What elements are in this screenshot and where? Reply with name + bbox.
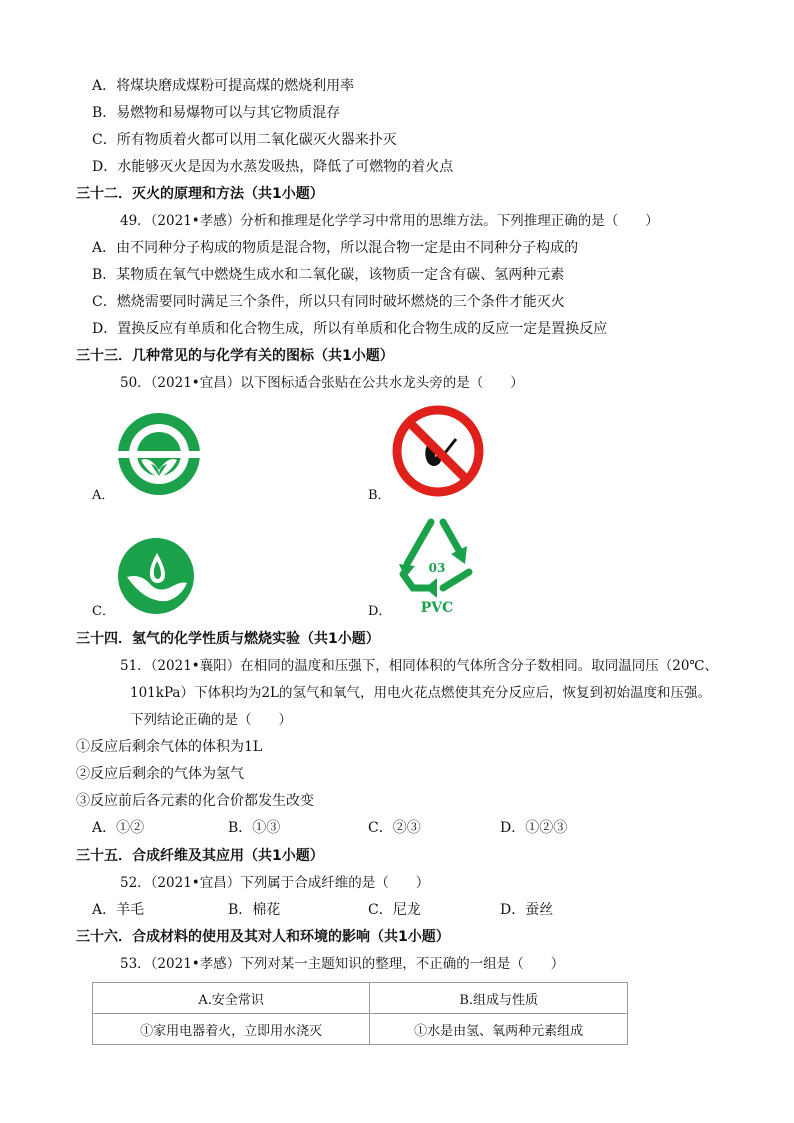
- option-c: C．燃烧需要同时满足三个条件，所以只有同时破坏燃烧的三个条件才能灭火: [92, 294, 565, 310]
- pvc-recycling-symbol-icon: [393, 516, 481, 616]
- option-b: B．易燃物和易爆物可以与其它物质混存: [92, 105, 341, 121]
- question-text: 49．（2021•孝感）分析和推理是化学学习中常用的思维方法。下列推理正确的是（ ）: [120, 213, 659, 229]
- option-a: A．将煤块磨成煤粉可提高煤的燃烧利用率: [92, 78, 355, 94]
- pvc-number: 03: [428, 561, 446, 575]
- question-text: 53．（2021•孝感）下列对某一主题知识的整理，不正确的一组是（ ）: [120, 956, 565, 972]
- option-a: A．由不同种分子构成的物质是混合物，所以混合物一定是由不同种分子构成的: [92, 240, 579, 256]
- table-header-cell: B.组成与性质: [370, 983, 628, 1014]
- statement: ③反应前后各元素的化合价都发生改变: [76, 793, 314, 809]
- option-label: D．: [368, 604, 392, 619]
- option-b: B．棉花: [228, 902, 281, 918]
- question-text: 50．（2021•宜昌）以下图标适合张贴在公共水龙头旁的是（ ）: [120, 375, 524, 391]
- section-heading: 三十三．几种常见的与化学有关的图标（共1小题）: [76, 348, 394, 364]
- option-label: B．: [368, 488, 391, 503]
- option-c: C．尼龙: [368, 902, 421, 918]
- option-d: D．①②③: [500, 820, 568, 836]
- table-cell: ①家用电器着火，立即用水浇灭: [93, 1014, 370, 1045]
- option-b: B．某物质在氧气中燃烧生成水和二氧化碳，该物质一定含有碳、氢两种元素: [92, 267, 565, 283]
- green-food-logo-icon: [117, 412, 201, 496]
- knowledge-table: [92, 982, 628, 1045]
- option-label: A．: [92, 488, 115, 503]
- question-text: 51．（2021•襄阳）在相同的温度和压强下，相同体积的气体所含分子数相同。取同温同压（20℃、: [120, 658, 719, 674]
- option-label: C．: [92, 604, 115, 619]
- table-header-row: [93, 983, 628, 1014]
- option-c: C．②③: [368, 820, 421, 836]
- pvc-label: PVC: [420, 600, 454, 616]
- question-text: 101kPa）下体积均为2L的氢气和氧气，用电火花点燃使其充分反应后，恢复到初始温度和压强。: [130, 685, 712, 701]
- question-text: 52．（2021•宜昌）下列属于合成纤维的是（ ）: [120, 875, 430, 891]
- question-text: 下列结论正确的是（ ）: [130, 712, 292, 728]
- option-a: A．羊毛: [92, 902, 145, 918]
- table-cell: ①水是由氢、氧两种元素组成: [370, 1014, 628, 1045]
- option-b: B．①③: [228, 820, 281, 836]
- statement: ①反应后剩余气体的体积为1L: [76, 739, 263, 755]
- table-header-cell: A.安全常识: [93, 983, 370, 1014]
- section-heading: 三十四．氢气的化学性质与燃烧实验（共1小题）: [76, 631, 380, 647]
- section-heading: 三十五．合成纤维及其应用（共1小题）: [76, 848, 324, 864]
- no-open-flame-sign-icon: [392, 405, 484, 497]
- water-saving-logo-icon: [117, 537, 195, 615]
- option-a: A．①②: [92, 820, 145, 836]
- table-row: [93, 1014, 628, 1045]
- option-d: D．水能够灭火是因为水蒸发吸热，降低了可燃物的着火点: [92, 159, 454, 175]
- section-heading: 三十二．灭火的原理和方法（共1小题）: [76, 186, 324, 202]
- option-d: D．置换反应有单质和化合物生成，所以有单质和化合物生成的反应一定是置换反应: [92, 321, 608, 337]
- option-d: D．蚕丝: [500, 902, 554, 918]
- statement: ②反应后剩余的气体为氢气: [76, 766, 244, 782]
- section-heading: 三十六．合成材料的使用及其对人和环境的影响（共1小题）: [76, 929, 450, 945]
- option-c: C．所有物质着火都可以用二氧化碳灭火器来扑灭: [92, 132, 397, 148]
